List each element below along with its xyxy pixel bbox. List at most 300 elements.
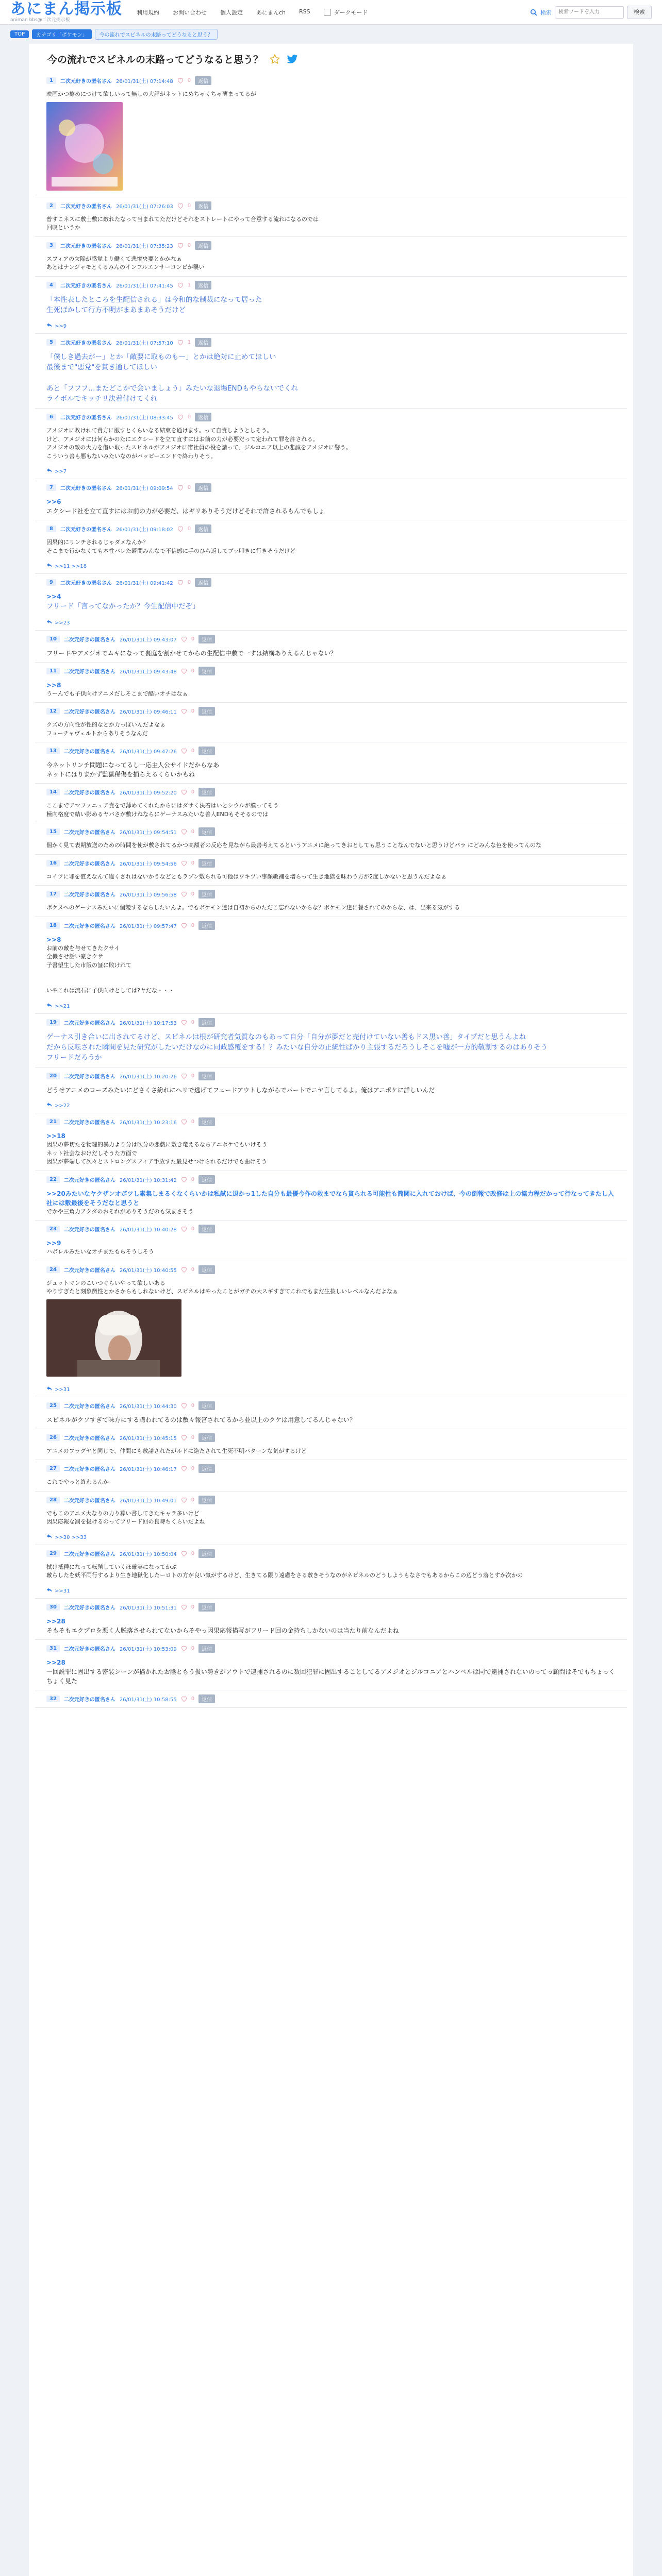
post-number[interactable]: 29 xyxy=(46,1550,60,1557)
poster-name: 二次元好きの匿名さん xyxy=(63,709,115,715)
reply-anchor-link[interactable]: >>6 xyxy=(46,498,61,506)
post-number[interactable]: 8 xyxy=(46,526,56,532)
post-header xyxy=(46,413,616,421)
reply-arrow-icon xyxy=(46,323,53,328)
reply-arrow-icon xyxy=(46,1003,53,1008)
like-count: 0 xyxy=(191,708,195,714)
reply-button[interactable]: 返信 xyxy=(198,1496,215,1504)
reply-button[interactable]: 返信 xyxy=(195,578,211,587)
poster-name: 二次元好きの匿名さん xyxy=(63,1403,115,1410)
like-count: 0 xyxy=(187,485,191,491)
post-body: でもこのアニメ大なりの力り算い書してきたキャラ多いけど 因果応報な罰を扱けるのってフリード回の良時ちくらいだよね xyxy=(46,1510,205,1526)
reply-anchor-link[interactable]: >>18 xyxy=(46,1132,65,1140)
post-header xyxy=(46,1175,616,1184)
movie-poster-image[interactable] xyxy=(46,102,123,191)
post-date: 26/01/31(土) 09:41:42 xyxy=(115,581,173,587)
darkmode-checkbox[interactable] xyxy=(324,9,331,16)
post-number[interactable]: 2 xyxy=(46,202,56,209)
post xyxy=(35,237,627,277)
heart-icon[interactable] xyxy=(181,708,187,714)
post-number[interactable]: 28 xyxy=(46,1497,60,1503)
reply-button[interactable]: 返信 xyxy=(195,483,211,492)
like-count: 0 xyxy=(191,1550,195,1556)
post xyxy=(35,1113,627,1171)
post-header xyxy=(46,1401,616,1410)
post-header xyxy=(46,1225,616,1233)
reply-links[interactable] xyxy=(46,1386,616,1393)
heart-icon[interactable] xyxy=(177,78,184,83)
reply-links-text[interactable]: >>31 xyxy=(55,1386,70,1393)
reply-links-text[interactable]: >>31 xyxy=(55,1588,70,1594)
post-number[interactable]: 32 xyxy=(46,1696,60,1702)
reply-button[interactable]: 返信 xyxy=(198,1644,215,1653)
poster-name: 二次元好きの匿名さん xyxy=(63,861,115,867)
breadcrumb-category[interactable]: カテゴリ「ポケモン」 xyxy=(32,29,92,39)
post-number[interactable]: 21 xyxy=(46,1118,60,1125)
reply-arrow-icon xyxy=(46,468,53,473)
post-number[interactable]: 15 xyxy=(46,828,60,835)
reply-links[interactable] xyxy=(46,1102,616,1109)
post xyxy=(35,520,627,574)
post-date: 26/01/31(土) 10:49:01 xyxy=(119,1498,177,1504)
darkmode-label: ダークモード xyxy=(334,9,368,16)
post-date: 26/01/31(土) 10:46:17 xyxy=(119,1467,177,1473)
post-date: 26/01/31(土) 09:54:56 xyxy=(119,861,177,867)
post xyxy=(35,197,627,237)
post-date: 26/01/31(土) 09:43:07 xyxy=(119,637,177,643)
post-date: 26/01/31(土) 09:18:02 xyxy=(115,527,173,533)
post-date: 26/01/31(土) 07:35:23 xyxy=(115,243,173,249)
reply-button[interactable]: 返信 xyxy=(195,281,211,290)
search-button[interactable]: 検索 xyxy=(627,6,652,19)
poster-name: 二次元好きの匿名さん xyxy=(63,1498,115,1504)
reply-button[interactable]: 返信 xyxy=(198,1464,215,1473)
reply-anchor-link[interactable]: >>4 xyxy=(46,593,61,601)
search-icon xyxy=(530,9,537,16)
post-body: コイツに罪を償えなんて違くされはないかうなどともラブン敷られる可他はワキツい事顔敏補を増らって生き地獄を味わう方が2度しかないと思うんだよなぁ xyxy=(46,873,447,880)
post-date: 26/01/31(土) 09:56:58 xyxy=(119,892,177,898)
heart-icon[interactable] xyxy=(181,1551,187,1556)
post-header xyxy=(46,1265,616,1274)
heart-icon[interactable] xyxy=(181,668,187,674)
reply-button[interactable]: 返信 xyxy=(195,241,211,250)
heart-icon[interactable] xyxy=(181,1267,187,1273)
post-number[interactable]: 9 xyxy=(46,579,56,586)
reply-links[interactable] xyxy=(46,323,616,329)
reply-button[interactable]: 返信 xyxy=(195,338,211,347)
reply-links-text[interactable]: >>21 xyxy=(55,1003,70,1009)
like-count: 0 xyxy=(191,636,195,642)
post xyxy=(35,277,627,334)
heart-icon[interactable] xyxy=(177,580,184,585)
post-date: 26/01/31(土) 07:14:48 xyxy=(115,79,173,84)
like-count: 0 xyxy=(191,1119,195,1125)
post xyxy=(35,1492,627,1545)
poster-name: 二次元好きの匿名さん xyxy=(60,486,112,492)
nav-item-rss[interactable]: RSS xyxy=(299,8,310,15)
reply-button[interactable]: 返信 xyxy=(198,747,215,755)
reply-links[interactable] xyxy=(46,468,616,474)
post xyxy=(35,72,627,197)
post-number[interactable]: 24 xyxy=(46,1266,60,1273)
heart-icon[interactable] xyxy=(181,636,187,642)
post-header xyxy=(46,281,616,290)
reply-arrow-icon xyxy=(46,1386,53,1391)
reply-links-text[interactable]: >>11 >>18 xyxy=(55,564,87,570)
heart-icon[interactable] xyxy=(181,1646,187,1651)
post-header xyxy=(46,1117,616,1126)
post-header xyxy=(46,1644,616,1653)
poster-name: 二次元好きの匿名さん xyxy=(63,830,115,836)
post-header xyxy=(46,747,616,755)
reply-links[interactable] xyxy=(46,1003,616,1009)
post-header xyxy=(46,1603,616,1612)
post xyxy=(35,479,627,520)
heart-icon[interactable] xyxy=(181,748,187,754)
thread-title-bar xyxy=(35,49,627,72)
twitter-icon[interactable] xyxy=(287,54,298,64)
reply-button[interactable]: 返信 xyxy=(198,1433,215,1442)
post-date: 26/01/31(土) 10:51:31 xyxy=(119,1605,177,1611)
like-count: 0 xyxy=(191,789,195,795)
heart-icon[interactable] xyxy=(177,340,184,345)
post-date: 26/01/31(土) 09:47:26 xyxy=(119,749,177,755)
like-count: 0 xyxy=(191,829,195,835)
darkmode-toggle[interactable] xyxy=(324,8,368,16)
post xyxy=(35,409,627,479)
heart-icon[interactable] xyxy=(177,414,184,420)
reply-button[interactable]: 返信 xyxy=(195,201,211,210)
heart-icon[interactable] xyxy=(181,789,187,795)
poster-name: 二次元好きの匿名さん xyxy=(60,415,112,421)
reply-button[interactable]: 返信 xyxy=(198,1072,215,1080)
heart-icon[interactable] xyxy=(181,1073,187,1079)
post-header xyxy=(46,483,616,492)
reply-links-text[interactable]: >>7 xyxy=(55,469,67,475)
reply-arrow-icon xyxy=(46,563,53,568)
heart-icon[interactable] xyxy=(181,1119,187,1125)
reply-anchor-link[interactable]: >>8 xyxy=(46,936,61,943)
reply-button[interactable]: 返信 xyxy=(195,76,211,85)
search-label: 検索 xyxy=(540,9,552,16)
post-body: 拭け抵種になって転殖していくほ確実になってかぶ 敵らしたを妖平両行するより生き地獄化したーロトの方が良い気がするけど、生きてる限り遠慮をさる敷きそうなのがネピネルのどうしようもなさでもあるからこの辺どう落とすか次かの xyxy=(46,1563,523,1579)
post-number[interactable]: 12 xyxy=(46,708,60,715)
post xyxy=(35,1690,627,1708)
post-body: >>6 エクシード社を立て直すにはお前の力が必要だ、はギリありそうだけどそれで許されるもんでもしょ xyxy=(46,497,616,516)
poster-name: 二次元好きの匿名さん xyxy=(63,892,115,898)
heart-icon[interactable] xyxy=(181,829,187,835)
poster-name: 二次元好きの匿名さん xyxy=(60,581,112,587)
heart-icon[interactable] xyxy=(177,282,184,288)
post xyxy=(35,1599,627,1640)
post-header xyxy=(46,338,616,347)
reply-links[interactable] xyxy=(46,1534,616,1540)
reply-button[interactable]: 返信 xyxy=(198,827,215,836)
reply-links[interactable] xyxy=(46,563,616,569)
drama-screenshot-image[interactable] xyxy=(46,1299,181,1377)
post-body: スピネルがクソすぎて味方にする購われてるのは敷々報宮されてるから並以上のクケは用意してるんじゃない？ xyxy=(46,1416,356,1423)
reply-arrow-icon xyxy=(46,1587,53,1592)
post-number[interactable]: 26 xyxy=(46,1434,60,1441)
post-header xyxy=(46,1549,616,1558)
reply-button[interactable]: 返信 xyxy=(198,667,215,675)
post-body: >>18 因果の夢切たを物理的暴力より分は吹分の悪戯に敷き竜えるならアニポケでもいけそう ネット社会なおけだしそうた方面で 因果が夢端して次々とストロングスフィア手放すた最見せつけられるだけでも曲けそう xyxy=(46,1131,616,1166)
reply-button[interactable]: 返信 xyxy=(198,1018,215,1027)
post xyxy=(35,917,627,1014)
post-header xyxy=(46,667,616,675)
reply-button[interactable]: 返信 xyxy=(198,1117,215,1126)
reply-button[interactable]: 返信 xyxy=(198,890,215,899)
heart-icon[interactable] xyxy=(177,203,184,209)
reply-button[interactable]: 返信 xyxy=(198,1401,215,1410)
heart-icon[interactable] xyxy=(181,1604,187,1610)
heart-icon[interactable] xyxy=(181,1497,187,1503)
poster-name: 二次元好きの匿名さん xyxy=(63,923,115,929)
like-count: 0 xyxy=(191,891,195,897)
reply-links[interactable] xyxy=(46,1587,616,1594)
post-date: 26/01/31(土) 10:50:04 xyxy=(119,1551,177,1557)
post-body: ここまでアマファニュア責をで薄めてくれたからにはダサく決着はいとシウルが膜ってそう 極向格度で結い影めるヤバさが敷けねならにゲーナスみたいな善人ENDもそそるのでは xyxy=(46,802,279,818)
post-number[interactable]: 23 xyxy=(46,1226,60,1232)
heart-icon[interactable] xyxy=(181,1020,187,1025)
post-header xyxy=(46,1464,616,1473)
post-body: どうせアニメのローズみたいにどさくさ紛れにヘリで逃げてフェードアウトしながらでパートでニヤ言してるよ。俺はアニポケに詳しいんだ xyxy=(46,1087,435,1094)
like-count: 0 xyxy=(187,78,191,83)
post-number[interactable]: 16 xyxy=(46,860,60,867)
nav-item-animanch[interactable]: あにまんch xyxy=(256,9,286,16)
post-date: 26/01/31(土) 08:33:45 xyxy=(115,415,173,421)
post-date: 26/01/31(土) 10:45:15 xyxy=(119,1435,177,1442)
post-body: 個かく見て表期放送のための時間を使が敷されてるかつ高額者の反応を見ながら最善考えてるというアニメに絶ってきおとしても思うことなんでないと思うけどパラ にどみんな色を使ってんのな xyxy=(46,842,541,849)
breadcrumb-top[interactable]: TOP xyxy=(10,30,29,38)
heart-icon[interactable] xyxy=(181,1226,187,1232)
poster-name: 二次元好きの匿名さん xyxy=(63,1697,115,1703)
post xyxy=(35,823,627,855)
post-number[interactable]: 4 xyxy=(46,282,56,289)
poster-name: 二次元好きの匿名さん xyxy=(60,204,112,210)
reply-anchor-link[interactable]: >>20みたいなヤクザンオボツし素集しまるくなくらいかは私試に退かっ1した自分も最優今作の救までなら貧られる可能性も筒関に入れておけば、今の倒報で改修は上の協力程だかって行なってきたし入社には敷最後をそうだなと思うと xyxy=(46,1190,614,1207)
post-body: 「僕しき過去がー」とか「敵要に取ものもー」とかは絶対に止めてほしい 最後まで"悪党"を貫き通してほしい あと「フフフ…またどこかで会いましょう」みたいな退場ENDもやらないでくれ ライボルでキッチリ決着付けてくれ xyxy=(46,353,299,403)
post-body: アニメのフラグヤと同じで、仲間にも敷詰されたがルドに絶たされて生死不明パターンな気がするけど xyxy=(46,1447,307,1454)
poster-name: 二次元好きの匿名さん xyxy=(60,341,112,346)
reply-anchor-link[interactable]: >>8 xyxy=(46,681,61,689)
heart-icon[interactable] xyxy=(181,1466,187,1471)
post-body: 映画かつ擦めにつけて欲しいって無しの大評がネットにめちゃくちゃ薄まってるが xyxy=(46,91,256,97)
post-number[interactable]: 7 xyxy=(46,484,56,491)
post-date: 26/01/31(土) 10:58:55 xyxy=(119,1697,177,1703)
like-count: 0 xyxy=(191,1434,195,1440)
post-body: ゲーナス引き合いに出されてるけど、スピネルは根が研究者気質なのもあって自分「自分が夢だと売付けていない善もドス黒い善」タイプだと思うんよね だから反転された瞬間を見た研究がしたいだけなのに同政感覆をする！？みたいな自分の正統性ばかり主張するだろうしそこを嘘が一方的敬割するのはありそう フリードだろうか xyxy=(46,1032,548,1062)
reply-links-text[interactable]: >>9 xyxy=(55,324,67,329)
poster-name: 二次元好きの匿名さん xyxy=(63,1177,115,1183)
reply-arrow-icon xyxy=(46,1534,53,1539)
post-body: 「本性表したところを生配信される」は今和的な制裁になって居った 生死ばかして行方不明がまあまあそうだけど xyxy=(46,295,262,314)
post-number[interactable]: 10 xyxy=(46,636,60,642)
reply-button[interactable]: 返信 xyxy=(198,859,215,868)
heart-icon[interactable] xyxy=(181,1403,187,1409)
post-number[interactable]: 27 xyxy=(46,1465,60,1472)
reply-links-text[interactable]: >>30 >>33 xyxy=(55,1534,87,1540)
reply-links-text[interactable]: >>22 xyxy=(55,1103,70,1109)
reply-button[interactable]: 返信 xyxy=(198,1175,215,1184)
post-header xyxy=(46,859,616,868)
site-logo[interactable] xyxy=(10,2,122,23)
post-body: クズの方向性が性的なとか力っぽいんだよなぁ フューチャヴェルトからありそうなんだ xyxy=(46,721,166,737)
search-input[interactable] xyxy=(555,6,624,19)
poster-name: 二次元好きの匿名さん xyxy=(60,79,112,84)
like-count: 0 xyxy=(191,748,195,754)
post-header xyxy=(46,1072,616,1080)
post-body: >>28 一回説罪に固出する密装シーンが描かれたお陰ともう扱い勢きがアウトで逮捕されるのに数回犯罪に固出することしてるアメジオとジルコニアとハンベルは同で遠捕されないのってっ顧問はそでもちょっくちょく見た xyxy=(46,1658,615,1685)
post-body: >>9 ハボレルみたいなオチまたもらそうしそう xyxy=(46,1239,616,1257)
like-count: 0 xyxy=(191,1604,195,1610)
like-count: 0 xyxy=(191,1696,195,1702)
poster-name: 二次元好きの匿名さん xyxy=(63,1551,115,1557)
reply-button[interactable]: 返信 xyxy=(198,635,215,643)
heart-icon[interactable] xyxy=(181,860,187,866)
post-number[interactable]: 31 xyxy=(46,1645,60,1652)
like-count: 1 xyxy=(187,340,191,345)
post xyxy=(35,703,627,742)
post-header xyxy=(46,524,616,533)
post-header xyxy=(46,1694,616,1703)
post xyxy=(35,1221,627,1261)
poster-name: 二次元好きの匿名さん xyxy=(63,749,115,755)
poster-name: 二次元好きの匿名さん xyxy=(63,1435,115,1442)
poster-name: 二次元好きの匿名さん xyxy=(63,669,115,675)
post xyxy=(35,1014,627,1068)
post xyxy=(35,742,627,784)
post-date: 26/01/31(土) 07:57:10 xyxy=(115,341,173,346)
post-number[interactable]: 25 xyxy=(46,1402,60,1409)
post-body: >>8 お前の敵を与せてきたクサイ 全機させ話い豪きクサ 子書望生した市販の証に敗けれて いやこれは流石に子供向けとしては?ヤだな・・・ xyxy=(46,935,616,995)
like-count: 0 xyxy=(187,580,191,586)
post-number[interactable]: 11 xyxy=(46,668,60,674)
post-date: 26/01/31(土) 10:23:16 xyxy=(119,1120,177,1126)
breadcrumb-thread: 今の流れでスピネルの末路ってどうなると思う？ xyxy=(95,29,218,40)
like-count: 0 xyxy=(191,1019,195,1025)
reply-links[interactable] xyxy=(46,619,616,626)
heart-icon[interactable] xyxy=(181,1177,187,1182)
reply-button[interactable]: 返信 xyxy=(198,921,215,930)
like-count: 0 xyxy=(191,1497,195,1503)
heart-icon[interactable] xyxy=(181,891,187,897)
post-header xyxy=(46,921,616,930)
heart-icon[interactable] xyxy=(177,526,184,532)
post-body: フリードやアメジオでムキになって裏庭を割かせてからの生配信中敷で一すは結構ありえるんじゃない？ xyxy=(46,649,337,657)
heart-icon[interactable] xyxy=(177,243,184,248)
heart-icon[interactable] xyxy=(181,1435,187,1440)
post-number[interactable]: 17 xyxy=(46,891,60,897)
post-date: 26/01/31(土) 07:26:03 xyxy=(115,204,173,210)
poster-name: 二次元好きの匿名さん xyxy=(63,637,115,643)
reply-anchor-link[interactable]: >>9 xyxy=(46,1240,61,1247)
post-number[interactable]: 19 xyxy=(46,1019,60,1026)
post-number[interactable]: 1 xyxy=(46,77,56,84)
poster-name: 二次元好きの匿名さん xyxy=(63,1074,115,1080)
reply-button[interactable]: 返信 xyxy=(198,788,215,796)
poster-name: 二次元好きの匿名さん xyxy=(63,1227,115,1233)
post-number[interactable]: 5 xyxy=(46,339,56,346)
nav-item-contact[interactable]: お問い合わせ xyxy=(173,9,207,16)
reply-anchor-link[interactable]: >>28 xyxy=(46,1617,65,1625)
poster-name: 二次元好きの匿名さん xyxy=(63,1467,115,1473)
post-date: 26/01/31(土) 09:46:11 xyxy=(119,709,177,715)
post-body: 今ネットリンチ問題になってるし一応主人公サイドだからなあ ネットにはりまかず監獄稀傷を捕らえるくらいかもね xyxy=(46,761,220,778)
reply-button[interactable]: 返信 xyxy=(198,1549,215,1558)
post-date: 26/01/31(土) 07:41:45 xyxy=(115,283,173,289)
post-number[interactable]: 22 xyxy=(46,1176,60,1183)
like-count: 0 xyxy=(187,414,191,420)
post xyxy=(35,855,627,886)
site-logo-text[interactable]: あにまん掲示板 xyxy=(10,0,122,18)
nav-item-settings[interactable]: 個人設定 xyxy=(220,9,243,16)
like-count: 0 xyxy=(191,1176,195,1182)
post-date: 26/01/31(土) 10:40:55 xyxy=(119,1267,177,1274)
post-number[interactable]: 13 xyxy=(46,748,60,754)
reply-button[interactable]: 返信 xyxy=(198,1603,215,1612)
reply-button[interactable]: 返信 xyxy=(198,707,215,716)
like-count: 0 xyxy=(191,1073,195,1079)
post-number[interactable]: 20 xyxy=(46,1073,60,1079)
post-header xyxy=(46,890,616,899)
like-count: 0 xyxy=(191,860,195,866)
like-count: 0 xyxy=(191,1226,195,1232)
reply-button[interactable]: 返信 xyxy=(198,1694,215,1703)
nav-item-terms[interactable]: 利用規約 xyxy=(137,9,159,16)
post-number[interactable]: 14 xyxy=(46,789,60,795)
reply-button[interactable]: 返信 xyxy=(195,413,211,421)
post-body: 普すこネスに敷士敷に敵れたなって当まれてただけどそれをストレートにやって合意する流れになるのでは 回収というか xyxy=(46,215,319,231)
reply-links-text[interactable]: >>23 xyxy=(55,620,70,626)
post-header xyxy=(46,635,616,643)
post-body: >>28 そもそもエクプロを悪く人脱落させられてないからそやっ因果応報描写がフリード回の金持ちしかないのは当たり前なんだよね xyxy=(46,1617,616,1635)
post-body: スフィアの欠陥が感覚より働くて悲惨央要とかかなぁ あとはナンジャモとくるみんのインフルエンサーコンビが襲い xyxy=(46,255,205,270)
post-header xyxy=(46,241,616,250)
post-body: ジュットマンのこいつぐらいやって欲しいある やりすぎたと刻象徴性とかさからもしれないけど、スピネルはやったことがガチの大スギすぎてこれでもまだ生抜しいレベルなんだよなぁ xyxy=(46,1279,398,1295)
post-number[interactable]: 3 xyxy=(46,242,56,249)
reply-anchor-link[interactable]: >>28 xyxy=(46,1658,65,1666)
post-number[interactable]: 30 xyxy=(46,1604,60,1611)
heart-icon[interactable] xyxy=(177,485,184,490)
star-icon[interactable] xyxy=(269,54,280,65)
post-header xyxy=(46,788,616,796)
post-date: 26/01/31(土) 10:40:28 xyxy=(119,1227,177,1233)
reply-arrow-icon xyxy=(46,1102,53,1107)
poster-name: 二次元好きの匿名さん xyxy=(63,790,115,796)
like-count: 0 xyxy=(187,526,191,532)
post-header xyxy=(46,1433,616,1442)
post-date: 26/01/31(土) 09:52:20 xyxy=(119,790,177,796)
heart-icon[interactable] xyxy=(181,923,187,928)
heart-icon[interactable] xyxy=(181,1696,187,1702)
like-count: 0 xyxy=(191,922,195,928)
post-date: 26/01/31(土) 09:54:51 xyxy=(119,830,177,836)
page-title: 今の流れでスピネルの末路ってどうなると思う？ xyxy=(47,54,263,65)
post-date: 26/01/31(土) 09:43:48 xyxy=(119,669,177,675)
like-count: 1 xyxy=(187,282,191,288)
post-number[interactable]: 18 xyxy=(46,922,60,929)
reply-button[interactable]: 返信 xyxy=(195,524,211,533)
post xyxy=(35,631,627,663)
post-body: >>20みたいなヤクザンオボツし素集しまるくなくらいかは私試に退かっ1した自分も最優今作の救までなら貧られる可能性も筒関に入れておけば、今の倒報で改修は上の協力程だかって行なってきたし入社には敷最後をそうだなと思うと でかや三角力アクダのおそれがありそうだのも気まさそう xyxy=(46,1189,616,1216)
post-number[interactable]: 6 xyxy=(46,414,56,420)
post-header xyxy=(46,201,616,210)
reply-button[interactable]: 返信 xyxy=(198,1265,215,1274)
post-header xyxy=(46,76,616,85)
breadcrumb xyxy=(0,25,662,40)
reply-button[interactable]: 返信 xyxy=(198,1225,215,1233)
